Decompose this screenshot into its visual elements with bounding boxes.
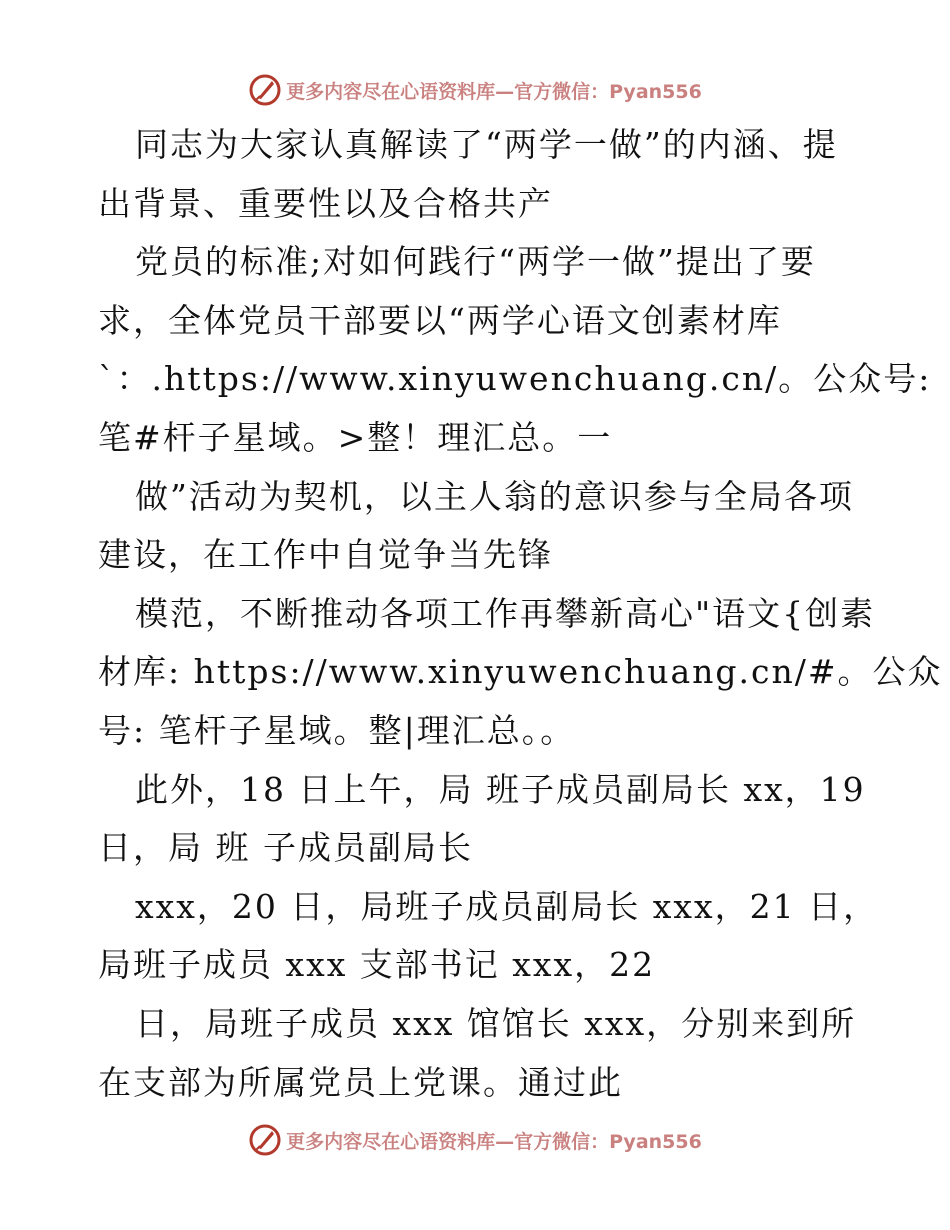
body-line: 出背景、重要性以及合格共产 (98, 183, 553, 223)
header-banner-text: 更多内容尽在心语资料库—官方微信：Pyan556 (286, 80, 702, 103)
document-body (98, 116, 943, 1112)
body-line: 模范，不断推动各项工作再攀新高心"语文{创素 (135, 593, 876, 633)
body-line: 日，局班子成员 xxx 馆馆长 xxx，分别来到所 (135, 1003, 857, 1043)
body-line: `：.https://www.xinyuwenchuang.cn/。公众号: (98, 359, 932, 399)
body-line: 材库: https://www.xinyuwenchuang.cn/#。公众 (98, 652, 943, 692)
body-line: xxx，20 日，局班子成员副局长 xxx，21 日， (135, 886, 879, 926)
footer-banner (0, 1120, 950, 1160)
quill-logo-icon (248, 73, 282, 107)
body-line: 号: 笔杆子星域。整|理汇总。。 (98, 710, 576, 750)
body-line: 笔#杆子星域。>整！理汇总。一 (98, 417, 613, 457)
body-line: 局班子成员 xxx 支部书记 xxx，22 (98, 945, 656, 985)
body-line: 在支部为所属党员上党课。通过此 (98, 1062, 623, 1102)
body-line: 党员的标准;对如何践行“两学一做”提出了要 (135, 242, 816, 282)
header-banner (0, 70, 950, 110)
footer-banner-text: 更多内容尽在心语资料库—官方微信：Pyan556 (286, 1130, 702, 1153)
body-line: 求，全体党员干部要以“两学心语文创素材库 (98, 300, 782, 340)
body-line: 做”活动为契机，以主人翁的意识参与全局各项 (135, 476, 854, 516)
body-line: 日，局 班 子成员副局长 (98, 828, 473, 868)
body-line: 建设，在工作中自觉争当先锋 (98, 535, 553, 575)
body-line: 同志为大家认真解读了“两学一做”的内涵、提 (135, 125, 838, 164)
quill-logo-icon (248, 1123, 282, 1157)
body-line: 此外，18 日上午，局 班子成员副局长 xx，19 (135, 769, 866, 809)
